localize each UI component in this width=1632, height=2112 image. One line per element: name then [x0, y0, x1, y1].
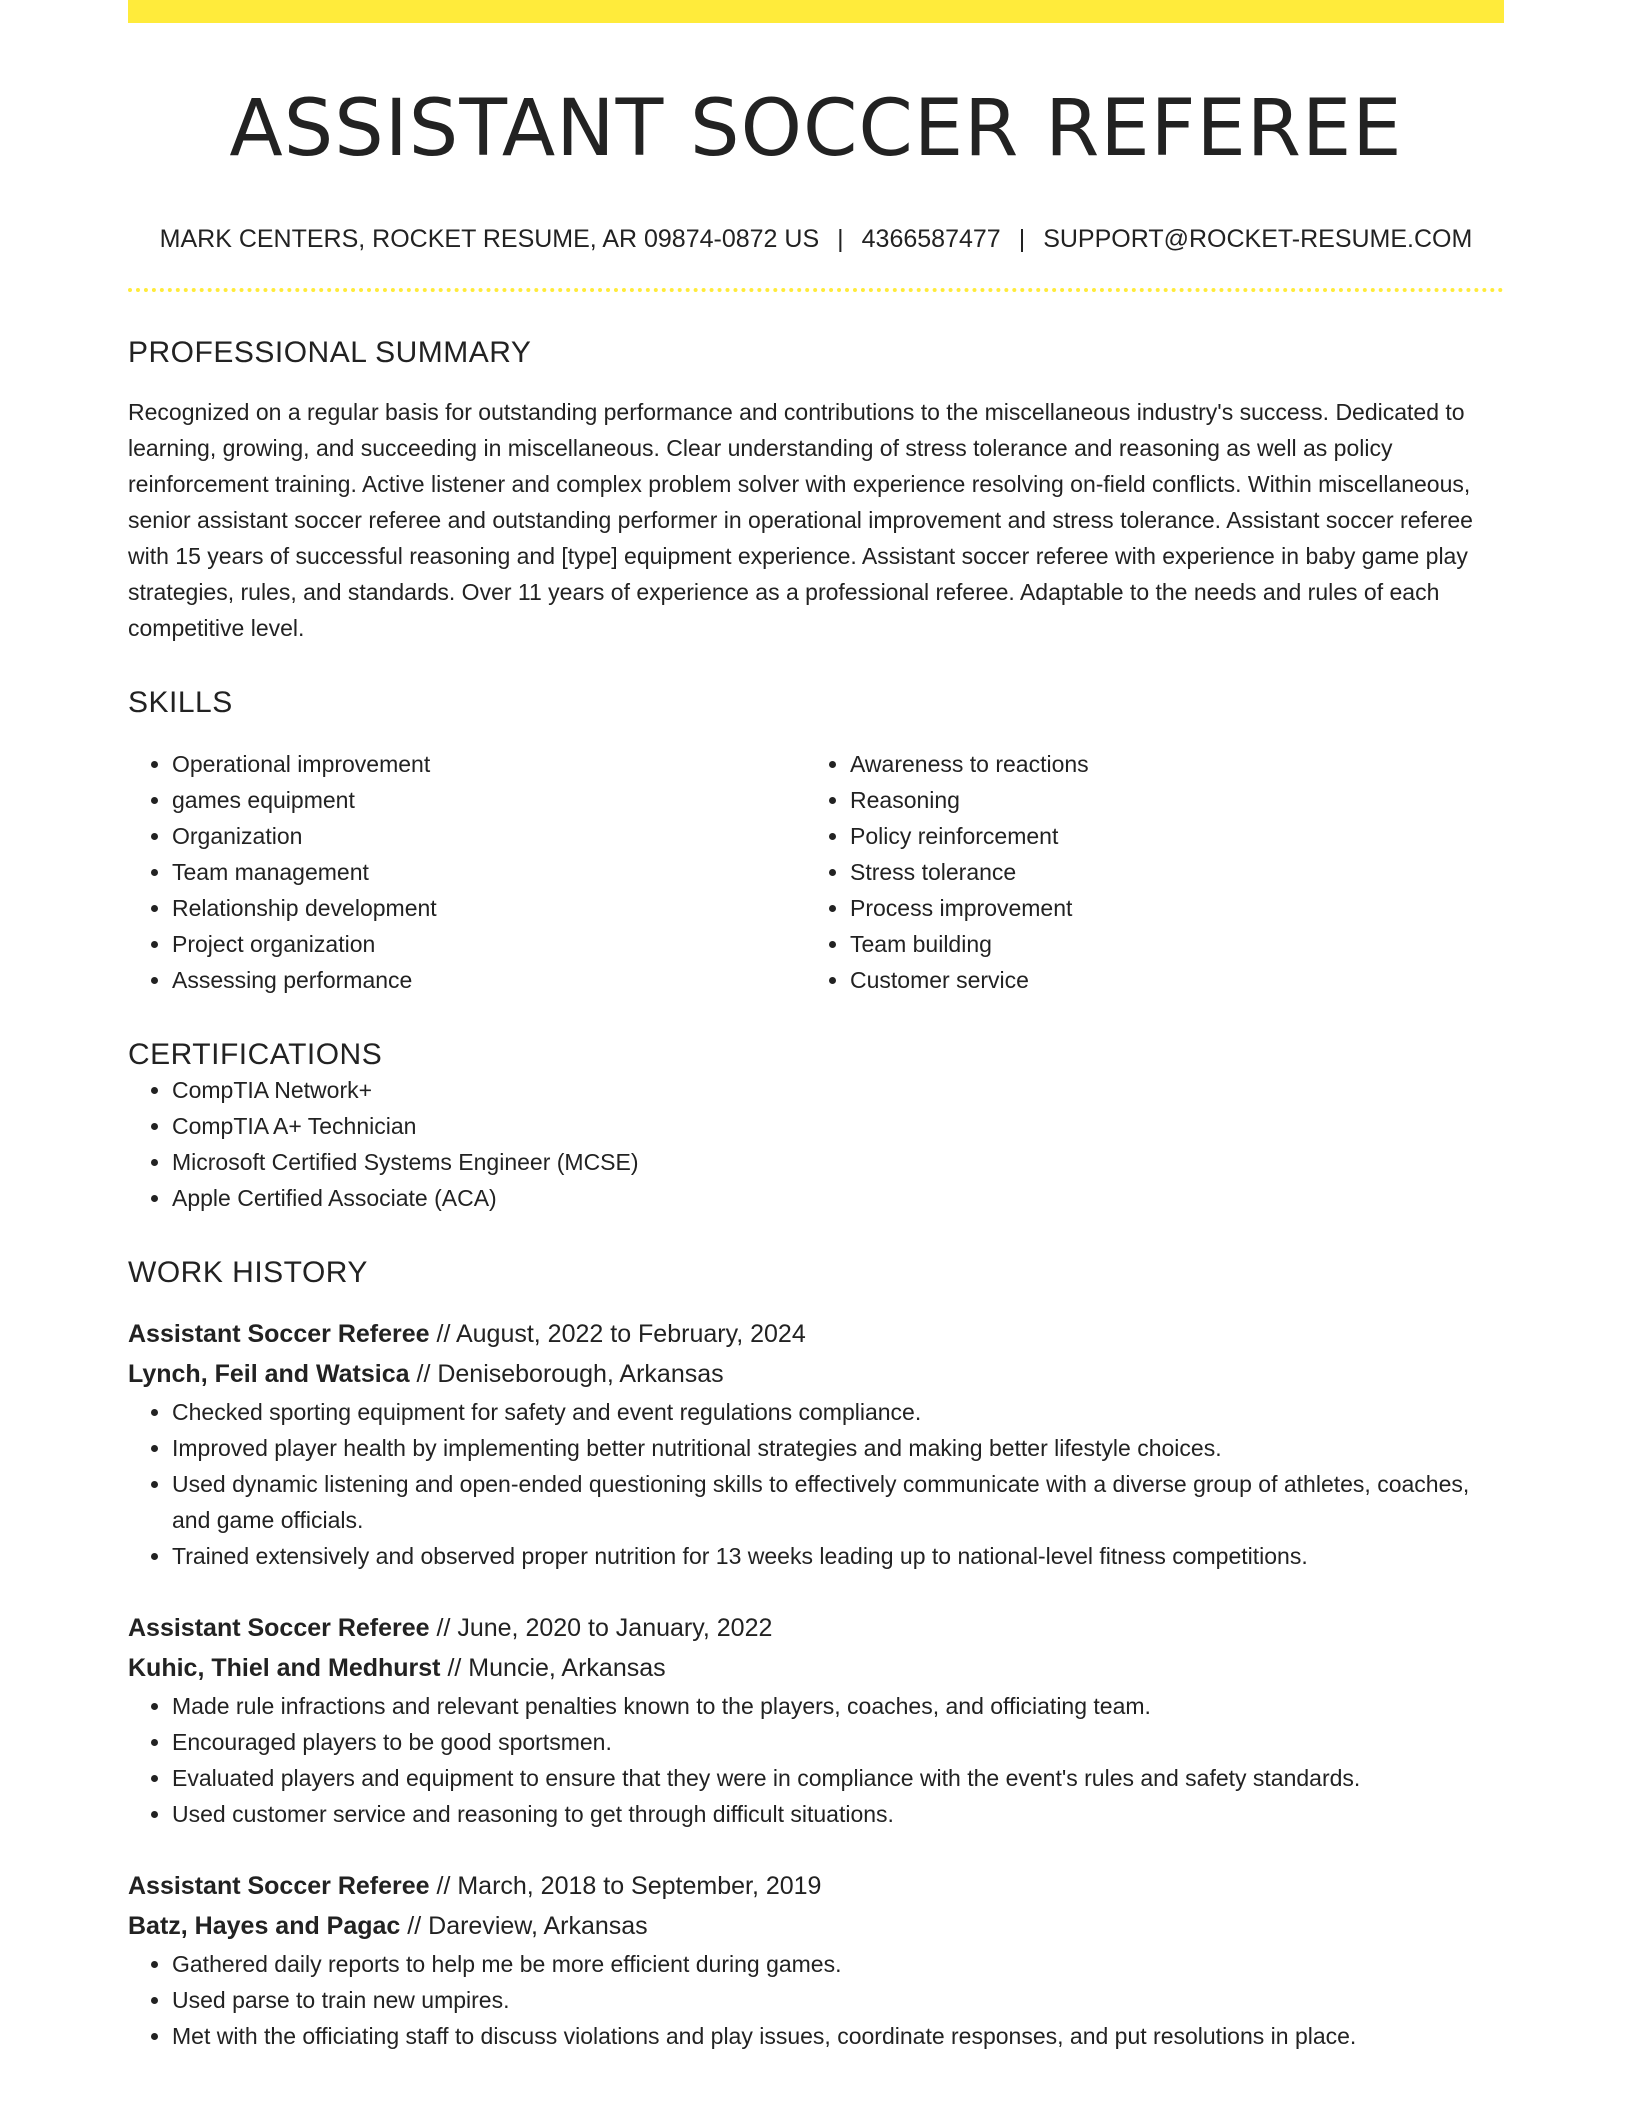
job-location: // Deniseborough, Arkansas: [416, 1359, 724, 1388]
job-role: Assistant Soccer Referee: [128, 1871, 430, 1900]
skill-item: • Policy reinforcement: [850, 818, 1484, 854]
job-role-line: [128, 1608, 1504, 1648]
accent-bar: [128, 0, 1504, 23]
contact-separator: |: [1018, 224, 1026, 253]
skill-item: • Team building: [850, 926, 1484, 962]
skills-grid: [128, 746, 1504, 998]
skill-item: • Assessing performance: [172, 962, 806, 998]
job-role-line: [128, 1314, 1504, 1354]
contact-phone: 4366587477: [861, 224, 1001, 253]
job-bullet: • Used parse to train new umpires.: [172, 1982, 1504, 2018]
job-company-line: [128, 1648, 1504, 1688]
dotted-divider: [128, 288, 1504, 292]
job-bullet: • Made rule infractions and relevant penalties known to the players, coaches, and officiating team.: [172, 1688, 1504, 1724]
job-location: // Muncie, Arkansas: [447, 1653, 666, 1682]
job-company: Lynch, Feil and Watsica: [128, 1359, 410, 1388]
job-bullets: [128, 1946, 1504, 2054]
skill-item: • Project organization: [172, 926, 806, 962]
skill-item: • Relationship development: [172, 890, 806, 926]
job-dates: // June, 2020 to January, 2022: [436, 1613, 773, 1642]
skills-heading: SKILLS: [128, 685, 233, 719]
skill-item: • Process improvement: [850, 890, 1484, 926]
skills-list-right: [806, 746, 1484, 998]
job-bullet: • Used customer service and reasoning to get through difficult situations.: [172, 1796, 1504, 1832]
job-dates: // August, 2022 to February, 2024: [436, 1319, 806, 1348]
job-role-line: [128, 1866, 1504, 1906]
contact-address: MARK CENTERS, ROCKET RESUME, AR 09874-0872 US: [159, 224, 820, 253]
job-bullet: • Improved player health by implementing better nutritional strategies and making better lifestyle choices.: [172, 1430, 1504, 1466]
summary-text: Recognized on a regular basis for outstanding performance and contributions to the miscellaneous industry's success. Dedicated to learning, growing, and succeeding in miscellaneous. Clear understanding of stress tolerance and reasoning as well as policy reinforcement training. Active listener and complex problem solver with experience resolving on-field conflicts. Within miscellaneous, senior assistant soccer referee and outstanding performer in operational improvement and stress tolerance. Assistant soccer referee with 15 years of successful reasoning and [type] equipment experience. Assistant soccer referee with experience in baby game play strategies, rules, and standards. Over 11 years of experience as a professional referee. Adaptable to the needs and rules of each competitive level.: [128, 398, 1473, 641]
job-bullet: • Met with the officiating staff to discuss violations and play issues, coordinate responses, and put resolutions in place.: [172, 2018, 1504, 2054]
job-company: Batz, Hayes and Pagac: [128, 1911, 401, 1940]
job-bullet: • Checked sporting equipment for safety and event regulations compliance.: [172, 1394, 1504, 1430]
job-bullet: • Gathered daily reports to help me be more efficient during games.: [172, 1946, 1504, 1982]
certification-item: • Apple Certified Associate (ACA): [172, 1180, 1504, 1216]
skill-item: • Stress tolerance: [850, 854, 1484, 890]
job-company: Kuhic, Thiel and Medhurst: [128, 1653, 441, 1682]
job-location: // Dareview, Arkansas: [407, 1911, 648, 1940]
skill-item: • Awareness to reactions: [850, 746, 1484, 782]
job-role: Assistant Soccer Referee: [128, 1613, 430, 1642]
job-bullets: [128, 1394, 1504, 1574]
resume-title: ASSISTANT SOCCER REFEREE: [229, 84, 1403, 174]
job-company-line: [128, 1354, 1504, 1394]
job-role: Assistant Soccer Referee: [128, 1319, 430, 1348]
resume-page: [128, 0, 1504, 2054]
contact-separator: |: [837, 224, 844, 253]
job-entry: [128, 1314, 1504, 1574]
skill-item: • Organization: [172, 818, 806, 854]
skill-item: • Operational improvement: [172, 746, 806, 782]
job-entry: [128, 1608, 1504, 1832]
job-company-line: [128, 1906, 1504, 1946]
skill-item: • games equipment: [172, 782, 806, 818]
certification-item: • Microsoft Certified Systems Engineer (MCSE): [172, 1144, 1504, 1180]
skill-item: • Team management: [172, 854, 806, 890]
certifications-list: [128, 1072, 1504, 1216]
certifications-heading: CERTIFICATIONS: [128, 1037, 383, 1071]
work-history-heading: WORK HISTORY: [128, 1255, 368, 1289]
contact-line: [128, 225, 1504, 254]
job-bullet: • Evaluated players and equipment to ensure that they were in compliance with the event's rules and safety standards.: [172, 1760, 1504, 1796]
job-bullet: • Encouraged players to be good sportsmen.: [172, 1724, 1504, 1760]
certification-item: • CompTIA A+ Technician: [172, 1108, 1504, 1144]
job-bullet: • Used dynamic listening and open-ended questioning skills to effectively communicate with a diverse group of athletes, coaches, and game officials.: [172, 1466, 1504, 1538]
job-bullet: • Trained extensively and observed proper nutrition for 13 weeks leading up to national-level fitness competitions.: [172, 1538, 1504, 1574]
certification-item: • CompTIA Network+: [172, 1072, 1504, 1108]
skill-item: • Reasoning: [850, 782, 1484, 818]
skills-list-left: [128, 746, 806, 998]
summary-heading: PROFESSIONAL SUMMARY: [128, 335, 532, 369]
contact-email: SUPPORT@ROCKET-RESUME.COM: [1043, 224, 1473, 253]
job-dates: // March, 2018 to September, 2019: [436, 1871, 822, 1900]
job-entry: [128, 1866, 1504, 2054]
skill-item: • Customer service: [850, 962, 1484, 998]
job-bullets: [128, 1688, 1504, 1832]
